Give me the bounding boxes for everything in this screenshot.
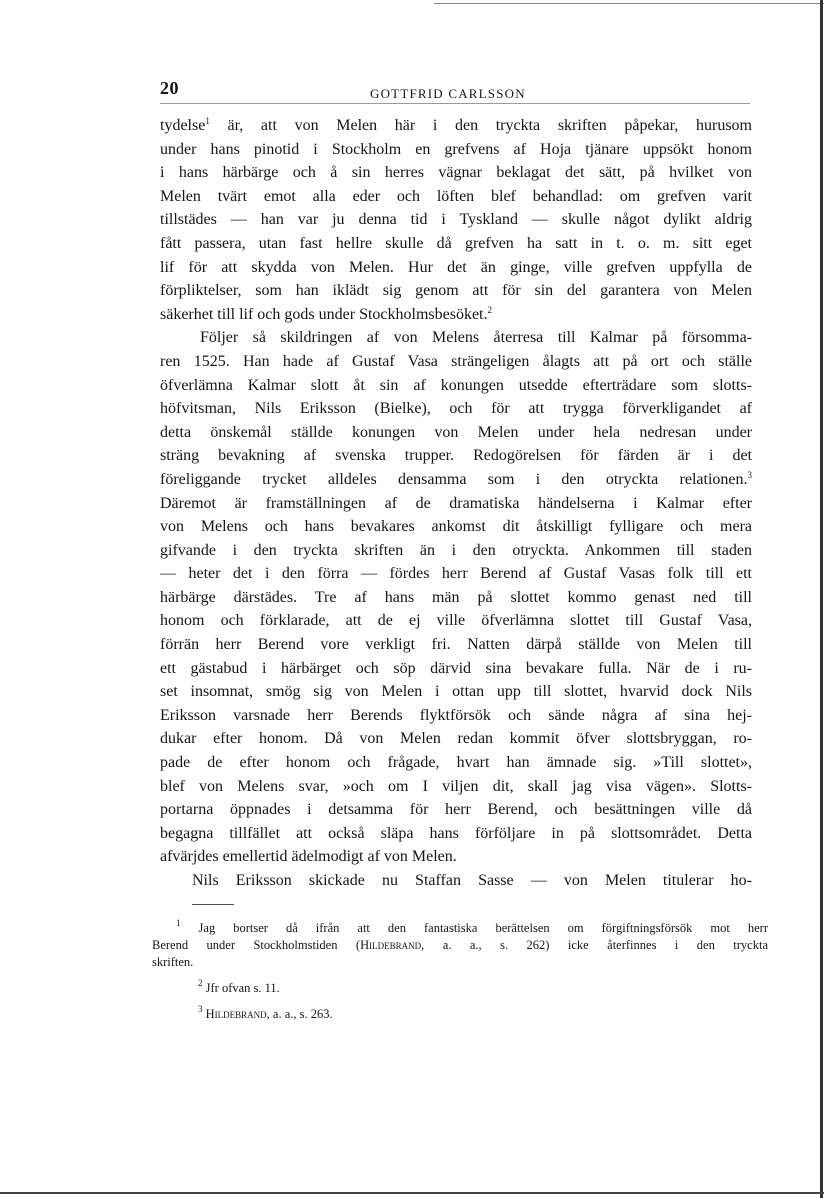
text-line: öfverlämna Kalmar slott åt sin af konungen utsedde efterträdare som slotts- (160, 376, 752, 394)
text-line: tydelse$^1$ är, att von Melen här i den tryckta skriften påpekar, hurusom (160, 116, 752, 134)
footnote-ref: 3 (747, 469, 752, 480)
text-line: härbärge därstädes. Tre af hans män på slottet kommo genast ned till (160, 588, 752, 606)
text-line: under hans pinotid i Stockholm en grefvens af Hoja tjänare uppsökt honom (160, 140, 752, 158)
text-line: sträng bevakning af svenska trupper. Redogörelsen för färden är i det (160, 447, 752, 465)
text-line: — heter det i den förra — fördes herr Berend af Gustaf Vasas folk till ett (160, 565, 752, 583)
text-line: i hans härbärge och å sin herres vägnar beklagat det sätt, på hvilket von (160, 164, 752, 182)
text-line: pade de efter honom och frågade, hvart han ämnade sig. »Till slottet», (160, 754, 752, 772)
text-line: Nils Eriksson skickade nu Staffan Sasse — von Melen titulerar ho- (192, 872, 752, 889)
text-line: ett gästabud i härbärget och söp därvid sina bevakare fulla. När de i ru- (160, 659, 752, 677)
text-line: Följer så skildringen af von Melens återresa till Kalmar på försomma- (200, 329, 752, 347)
footnote-rule (192, 904, 234, 905)
text-line: portarna öppnades i detsamma för herr Berend, och besättningen ville då (160, 801, 752, 819)
footnote-marker: 1 (176, 918, 181, 928)
scan-edge-right (820, 0, 823, 1198)
text-line: Eriksson varsnade herr Berends flyktförsök och sände några af sina hej- (160, 706, 752, 724)
header-rule (160, 103, 750, 104)
text-line: förpliktelser, som han iklädt sig genom att för sin del garantera von Melen (160, 282, 752, 300)
text-line: afvärjdes emellertid ädelmodigt af von Melen. (160, 848, 457, 866)
text-line: set insomnat, smög sig von Melen i ottan upp till slottet, hvarvid dock Nils (160, 683, 752, 701)
text-line: tillstädes — han var ju denna tid i Tyskland — skulle något dylikt aldrig (160, 211, 752, 229)
footnote-3: $^3$ Hildebrand, a. a., s. 263. (198, 1004, 333, 1021)
text-line: von Melens och hans bevakares ankomst dit åtskilligt fylligare och mera (160, 518, 752, 536)
text-line: dukar efter honom. Då von Melen redan kommit öfver slottsbryggan, ro- (160, 730, 752, 748)
text-line: ren 1525. Han hade af Gustaf Vasa strängeligen ålagts att på ort och ställe (160, 352, 752, 370)
text-line: detta önskemål ställde konungen von Melen under hela nedresan under (160, 423, 752, 441)
footnotes (152, 920, 768, 1023)
text-line: honom och förklarade, att de ej ville öfverlämna slottet till Gustaf Vasa, (160, 612, 752, 630)
footnote-1: $^1$ Jag bortser då ifrån att den fantastiska berättelsen om förgiftningsförsök mot herr (176, 918, 768, 935)
text-line: lif för att skydda von Melen. Hur det än ginge, ville grefven uppfylla de (160, 258, 752, 276)
text-line: föreliggande trycket alldeles densamma som i den otryckta relationen.$^3$ (160, 469, 752, 488)
footnote-ref: 2 (487, 304, 492, 315)
text-line: blef von Melens svar, »och om I viljen dit, skall jag visa vägen». Slotts- (160, 777, 752, 795)
footnote-ref: 1 (205, 116, 210, 126)
text-line: höfvitsman, Nils Eriksson (Bielke), och för att trygga förverkligandet af (160, 400, 752, 418)
footnote-marker: 2 (198, 978, 203, 988)
footnote-1-cont: Berend under Stockholmstiden (Hildebrand, a. a., s. 262) icke återfinnes i den tryckta (152, 938, 769, 952)
text-line: begagna tillfället att också släpa hans förföljare in på slottsområdet. Detta (160, 824, 752, 842)
text-line: förrän herr Berend vore verkligt fri. Natten därpå ställde von Melen till (160, 636, 752, 654)
page-header (160, 78, 750, 106)
text-line: säkerhet till lif och gods under Stockholmsbesöket.$^2$ (160, 304, 492, 323)
text-line: Däremot är framställningen af de dramatiska händelserna i Kalmar efter (160, 494, 752, 512)
footnote-2: $^2$ Jfr ofvan s. 11. (198, 978, 280, 995)
scan-edge-line (434, 3, 824, 4)
scan-edge-bottom (0, 1192, 824, 1194)
text-line: fått passera, utan fast hellre skulle då grefven ha satt in t. o. m. sitt eget (160, 234, 752, 252)
footnote-marker: 3 (198, 1004, 203, 1014)
text-line: gifvande i den tryckta skriften än i den otryckta. Ankommen till staden (160, 541, 752, 559)
running-head: GOTTFRID CARLSSON (370, 86, 526, 101)
footnote-1-end: skriften. (152, 955, 194, 969)
body-text (160, 114, 752, 893)
text-line: Melen tvärt emot alla eder och löften blef behandlad: om grefven varit (160, 187, 752, 205)
page-number: 20 (160, 78, 179, 98)
